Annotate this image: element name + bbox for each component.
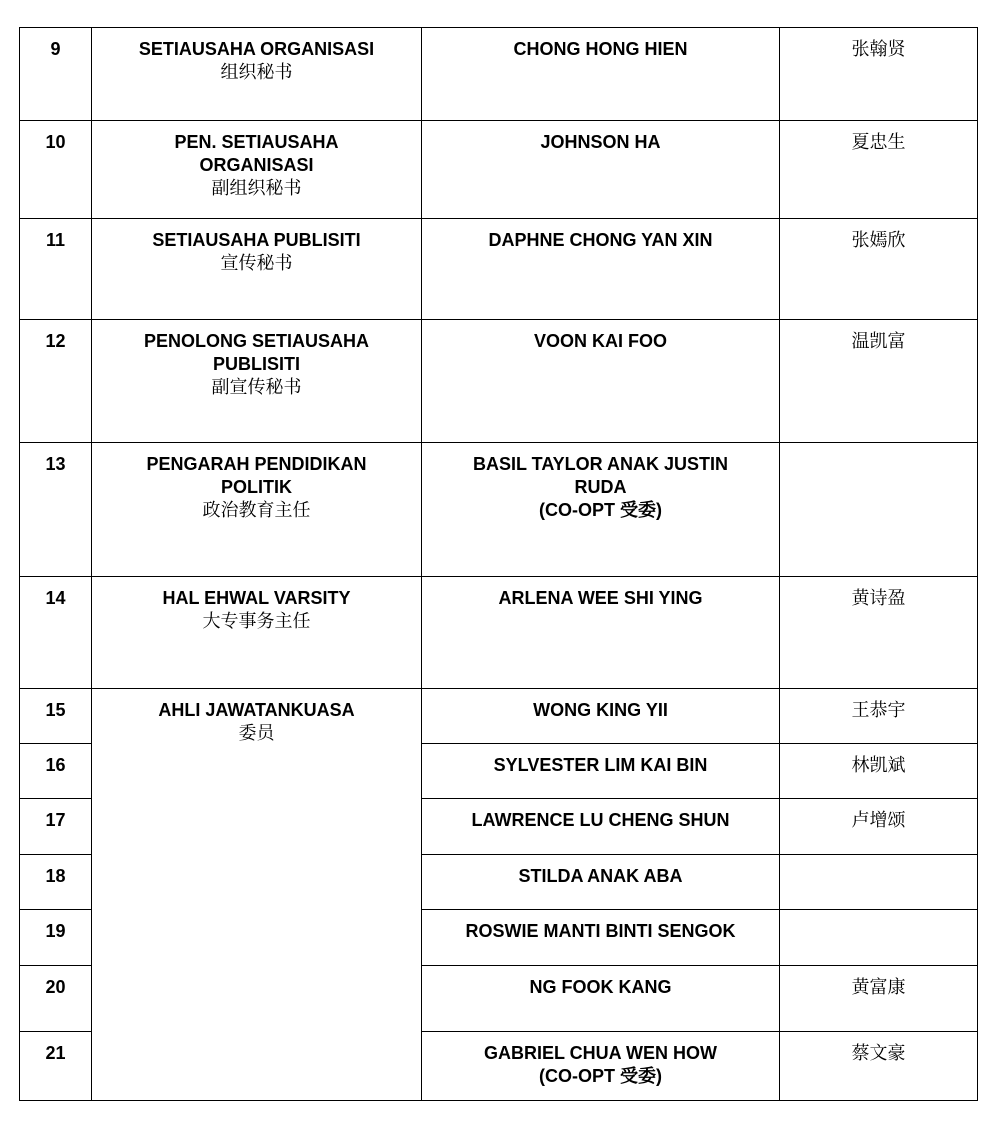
chinese-name: 王恭宇 [780,689,978,744]
name-cell [422,1032,780,1101]
name-cell [422,799,780,855]
row-number: 13 [20,443,92,577]
chinese-name: 张嫣欣 [780,219,978,320]
chinese-name: 温凯富 [780,320,978,443]
position-malay: PENOLONG SETIAUSAHA PUBLISITI [143,331,370,374]
chinese-name [780,855,978,910]
position-malay: HAL EHWAL VARSITY [162,588,351,608]
position-cell [92,219,422,320]
position-chinese: 组织秘书 [220,62,293,82]
member-name: GABRIEL CHUA WEN HOW [484,1043,717,1063]
name-cell [422,28,780,121]
member-name: ROSWIE MANTI BINTI SENGOK [465,921,736,941]
table-row [20,320,978,443]
chinese-name: 卢增颂 [780,799,978,855]
chinese-name [780,443,978,577]
row-number: 16 [20,744,92,799]
member-name: LAWRENCE LU CHENG SHUN [471,810,730,830]
position-chinese: 委员 [238,723,275,743]
chinese-name: 黄诗盈 [780,577,978,689]
position-cell [92,320,422,443]
position-malay: SETIAUSAHA PUBLISITI [152,230,361,250]
position-chinese: 副宣传秘书 [211,377,302,397]
row-number: 10 [20,121,92,219]
row-number: 20 [20,966,92,1032]
position-chinese: 副组织秘书 [211,178,302,198]
position-cell [92,121,422,219]
coopt-note: (CO-OPT 受委) [539,1066,662,1086]
member-name: NG FOOK KANG [529,977,672,997]
member-name: JOHNSON HA [540,132,661,152]
committee-table [19,27,978,1101]
row-number: 11 [20,219,92,320]
row-number: 19 [20,910,92,966]
chinese-name: 张翰贤 [780,28,978,121]
name-cell [422,966,780,1032]
member-name: SYLVESTER LIM KAI BIN [493,755,708,775]
row-number: 12 [20,320,92,443]
table-row [20,121,978,219]
position-malay: AHLI JAWATANKUASA [158,700,355,720]
member-name: STILDA ANAK ABA [518,866,683,886]
table-row [20,577,978,689]
chinese-name: 黄富康 [780,966,978,1032]
row-number: 21 [20,1032,92,1101]
row-number: 15 [20,689,92,744]
chinese-name [780,910,978,966]
position-chinese: 大专事务主任 [202,611,311,631]
member-name: VOON KAI FOO [533,331,667,351]
name-cell [422,577,780,689]
position-cell [92,689,422,1101]
chinese-name: 夏忠生 [780,121,978,219]
row-number: 14 [20,577,92,689]
position-chinese: 宣传秘书 [220,253,293,273]
name-cell [422,320,780,443]
row-number: 17 [20,799,92,855]
position-malay: SETIAUSAHA ORGANISASI [138,39,375,59]
position-cell [92,443,422,577]
chinese-name: 林凯斌 [780,744,978,799]
member-name: BASIL TAYLOR ANAK JUSTIN RUDA [472,454,729,497]
name-cell [422,910,780,966]
position-chinese: 政治教育主任 [202,500,311,520]
name-cell [422,121,780,219]
name-cell [422,443,780,577]
member-name: CHONG HONG HIEN [513,39,688,59]
name-cell [422,689,780,744]
position-malay: PEN. SETIAUSAHA ORGANISASI [174,132,339,175]
table-row [20,219,978,320]
member-name: ARLENA WEE SHI YING [498,588,703,608]
table-row [20,443,978,577]
position-cell [92,577,422,689]
table-row [20,689,978,744]
name-cell [422,744,780,799]
coopt-note: (CO-OPT 受委) [539,500,662,520]
row-number: 18 [20,855,92,910]
chinese-name: 蔡文豪 [780,1032,978,1101]
row-number: 9 [20,28,92,121]
name-cell [422,219,780,320]
member-name: WONG KING YII [533,700,668,720]
position-cell [92,28,422,121]
member-name: DAPHNE CHONG YAN XIN [488,230,713,250]
position-malay: PENGARAH PENDIDIKAN POLITIK [146,454,367,497]
name-cell [422,855,780,910]
table-row [20,28,978,121]
